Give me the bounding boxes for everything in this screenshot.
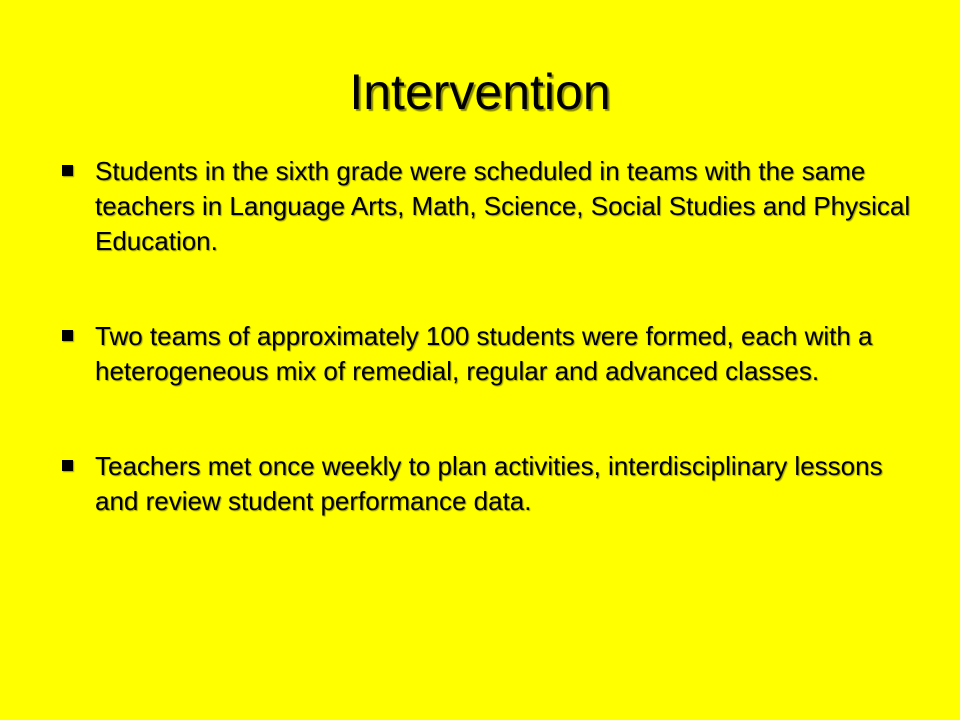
bullet-text: Students in the sixth grade were scheduled in teams with the same teachers in Language Arts, Math, Science, Social Studies and Physical Education. — [95, 156, 911, 256]
square-bullet-icon — [62, 330, 73, 341]
bullet-list — [62, 154, 912, 579]
square-bullet-icon — [62, 165, 73, 176]
bullet-item — [62, 449, 912, 519]
slide-title: Intervention — [349, 64, 611, 120]
bullet-item — [62, 319, 912, 389]
bullet-text: Teachers met once weekly to plan activities, interdisciplinary lessons and review student performance data. — [95, 451, 883, 516]
square-bullet-icon — [62, 460, 73, 471]
bullet-text: Two teams of approximately 100 students were formed, each with a heterogeneous mix of remedial, regular and advanced classes. — [95, 321, 873, 386]
bullet-item — [62, 154, 912, 259]
